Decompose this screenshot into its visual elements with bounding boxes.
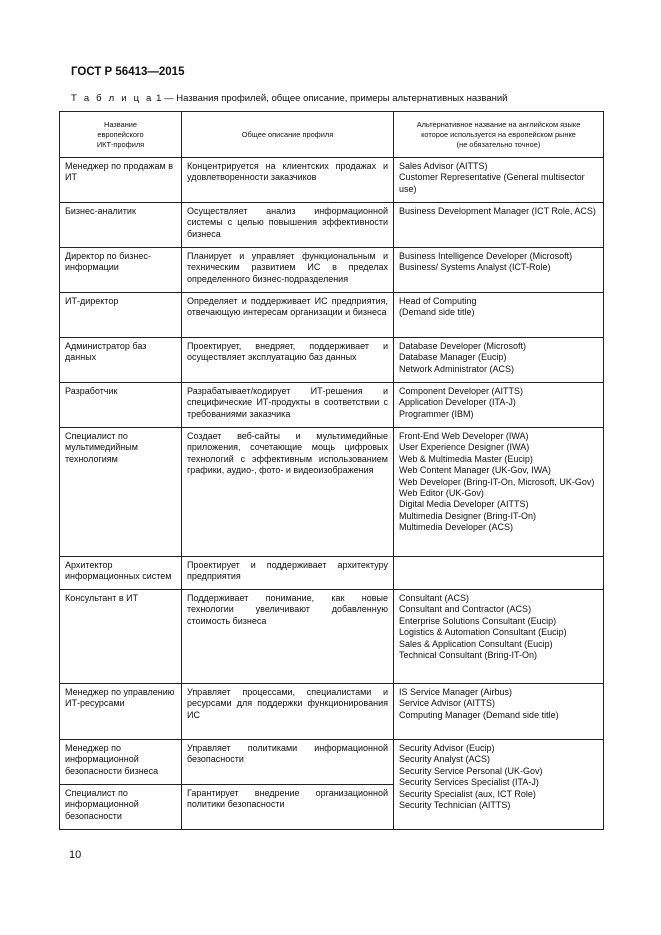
alternative-name: Security Services Specialist (ITA-J) [399,777,539,788]
alternative-name: Consultant and Contractor (ACS) [399,604,532,615]
profile-description-cell: Планирует и управляет функциональным и техническим развитием ИС в пределах определенного бизнес-подразделения [182,248,394,293]
alternative-name: Database Manager (Eucip) [399,352,507,363]
table-caption-text: 1 — Названия профилей, общее описание, примеры альтернативных названий [153,93,508,104]
alternative-name: Business/ Systems Analyst (ICT-Role) [399,262,551,273]
header-line: которое используется на европейском рынке [421,129,576,139]
profile-name-cell: ИТ-директор [60,293,182,338]
header-line: европейского [97,129,144,139]
alternative-names-cell [394,158,604,203]
page-number: 10 [69,849,82,861]
header-alternative-names [394,112,604,158]
alternative-name: Digital Media Developer (AITTS) [399,499,529,510]
profiles-table [59,111,604,830]
alternative-name: Application Developer (ITA-J) [399,397,516,408]
alternative-name: Web & Multimedia Master (Eucip) [399,453,533,464]
profile-description-cell: Управляет процессами, специалистами и ресурсами для поддержки функционирования ИС [182,684,394,740]
alternative-name: Web Editor (UK-Gov) [399,488,484,499]
table-row [60,684,604,740]
document-code: ГОСТ Р 56413—2015 [71,66,185,78]
profile-name-cell: Разработчик [60,383,182,428]
profile-name-cell: Архитектор информационных систем [60,557,182,590]
profile-description-cell: Проектирует, внедряет, поддерживает и осуществляет эксплуатацию баз данных [182,338,394,383]
alternative-name: IS Service Manager (Airbus) [399,687,513,697]
alternative-name: Web Content Manager (UK-Gov, IWA) [399,465,551,476]
profile-name-cell: Администратор баз данных [60,338,182,383]
alternative-name: Security Technician (AITTS) [399,800,511,811]
profile-name-cell: Консультант в ИТ [60,590,182,684]
table-row [60,293,604,338]
table-row [60,383,604,428]
profile-description-cell: Создает веб-сайты и мультимедийные приложения, сочетающие мощь цифровых технологий с эффективным использованием графики, аудио-, фото- и видеоизображения [182,428,394,557]
alternative-names-cell [394,740,604,830]
alternative-name: Front-End Web Developer (IWA) [399,431,529,441]
profile-description-cell: Определяет и поддерживает ИС предприятия, отвечающую интересам организации и бизнеса [182,293,394,338]
alternative-name: Consultant (ACS) [399,593,470,603]
alternative-name: Business Intelligence Developer (Microsoft) [399,251,573,261]
table-caption [71,93,507,104]
profile-description-cell: Проектирует и поддерживает архитектуру предприятия [182,557,394,590]
profile-description-cell: Разрабатывает/кодирует ИТ-решения и специфические ИТ-продукты в соответствии с требованиями заказчика [182,383,394,428]
alternative-name: Service Advisor (AITTS) [399,698,496,709]
alternative-name: Web Developer (Bring-IT-On, Microsoft, UK-Gov) [399,476,595,487]
profile-name-cell: Специалист по информационной безопасности [60,785,182,830]
alternative-name: Business Development Manager (ICT Role, ACS) [399,206,596,216]
alternative-name: Logistics & Automation Consultant (Eucip) [399,627,567,638]
header-line: Альтернативное название на английском языке [416,119,581,129]
alternative-names-cell [394,428,604,557]
profile-name-cell: Менеджер по информационной безопасности бизнеса [60,740,182,785]
alternative-name: Multimedia Developer (ACS) [399,522,514,533]
table-row [60,590,604,684]
header-line: ИКТ-профиля [96,139,145,149]
profile-description-cell: Поддерживает понимание, как новые технологии увеличивают добавленную стоимость бизнеса [182,590,394,684]
alternative-names-cell [394,684,604,740]
table-caption-label: Т а б л и ц а [71,93,154,104]
table-header-row [60,112,604,158]
alternative-names-cell [394,338,604,383]
alternative-names-cell [394,203,604,248]
profile-name-cell: Директор по бизнес-информации [60,248,182,293]
header-line: Название [103,119,138,129]
alternative-name: Sales Advisor (AITTS) [399,161,488,171]
header-profile-name [60,112,182,158]
alternative-names-cell [394,557,604,590]
alternative-name: Programmer (IBM) [399,408,474,419]
alternative-names-cell [394,383,604,428]
alternative-name: Security Analyst (ACS) [399,754,491,765]
profile-name-cell: Бизнес-аналитик [60,203,182,248]
header-description [182,112,394,158]
alternative-name: User Experience Designer (IWA) [399,442,530,453]
profile-description-cell: Концентрируется на клиентских продажах и удовлетворенности заказчиков [182,158,394,203]
alternative-name: Database Developer (Microsoft) [399,341,527,351]
header-line: Общее описание профиля [241,129,334,139]
table-row [60,338,604,383]
profile-description-cell: Осуществляет анализ информационной системы с целью повышения эффективности бизнеса [182,203,394,248]
alternative-name: Enterprise Solutions Consultant (Eucip) [399,615,557,626]
profile-name-cell: Специалист по мультимедийным технологиям [60,428,182,557]
profile-name-cell: Менеджер по управлению ИТ-ресурсами [60,684,182,740]
alternative-name: Component Developer (AITTS) [399,386,524,396]
alternative-name: (Demand side title) [399,307,475,318]
alternative-names-cell [394,293,604,338]
profile-description-cell: Управляет политиками информационной безопасности [182,740,394,785]
alternative-name: Security Service Personal (UK-Gov) [399,765,543,776]
alternative-name: Security Advisor (Eucip) [399,743,495,753]
alternative-name: Head of Computing [399,296,477,306]
table-row [60,428,604,557]
alternative-name: Sales & Application Consultant (Eucip) [399,638,553,649]
alternative-name: Security Specialist (aux, ICT Role) [399,788,536,799]
alternative-name: Computing Manager (Demand side title) [399,709,559,720]
table-row [60,557,604,590]
table-row [60,203,604,248]
alternative-name: Customer Representative (General multisector use) [399,172,585,194]
profile-description-cell: Гарантирует внедрение организационной политики безопасности [182,785,394,830]
alternative-name: Network Administrator (ACS) [399,363,515,374]
table-row [60,158,604,203]
alternative-names-cell [394,248,604,293]
header-line: (не обязательно точное) [456,139,541,149]
table-row [60,740,604,785]
table-row [60,248,604,293]
alternative-name: Multimedia Designer (Bring-IT-On) [399,510,537,521]
alternative-name: Technical Consultant (Bring-IT-On) [399,650,538,661]
alternative-names-cell [394,590,604,684]
profile-name-cell: Менеджер по продажам в ИТ [60,158,182,203]
